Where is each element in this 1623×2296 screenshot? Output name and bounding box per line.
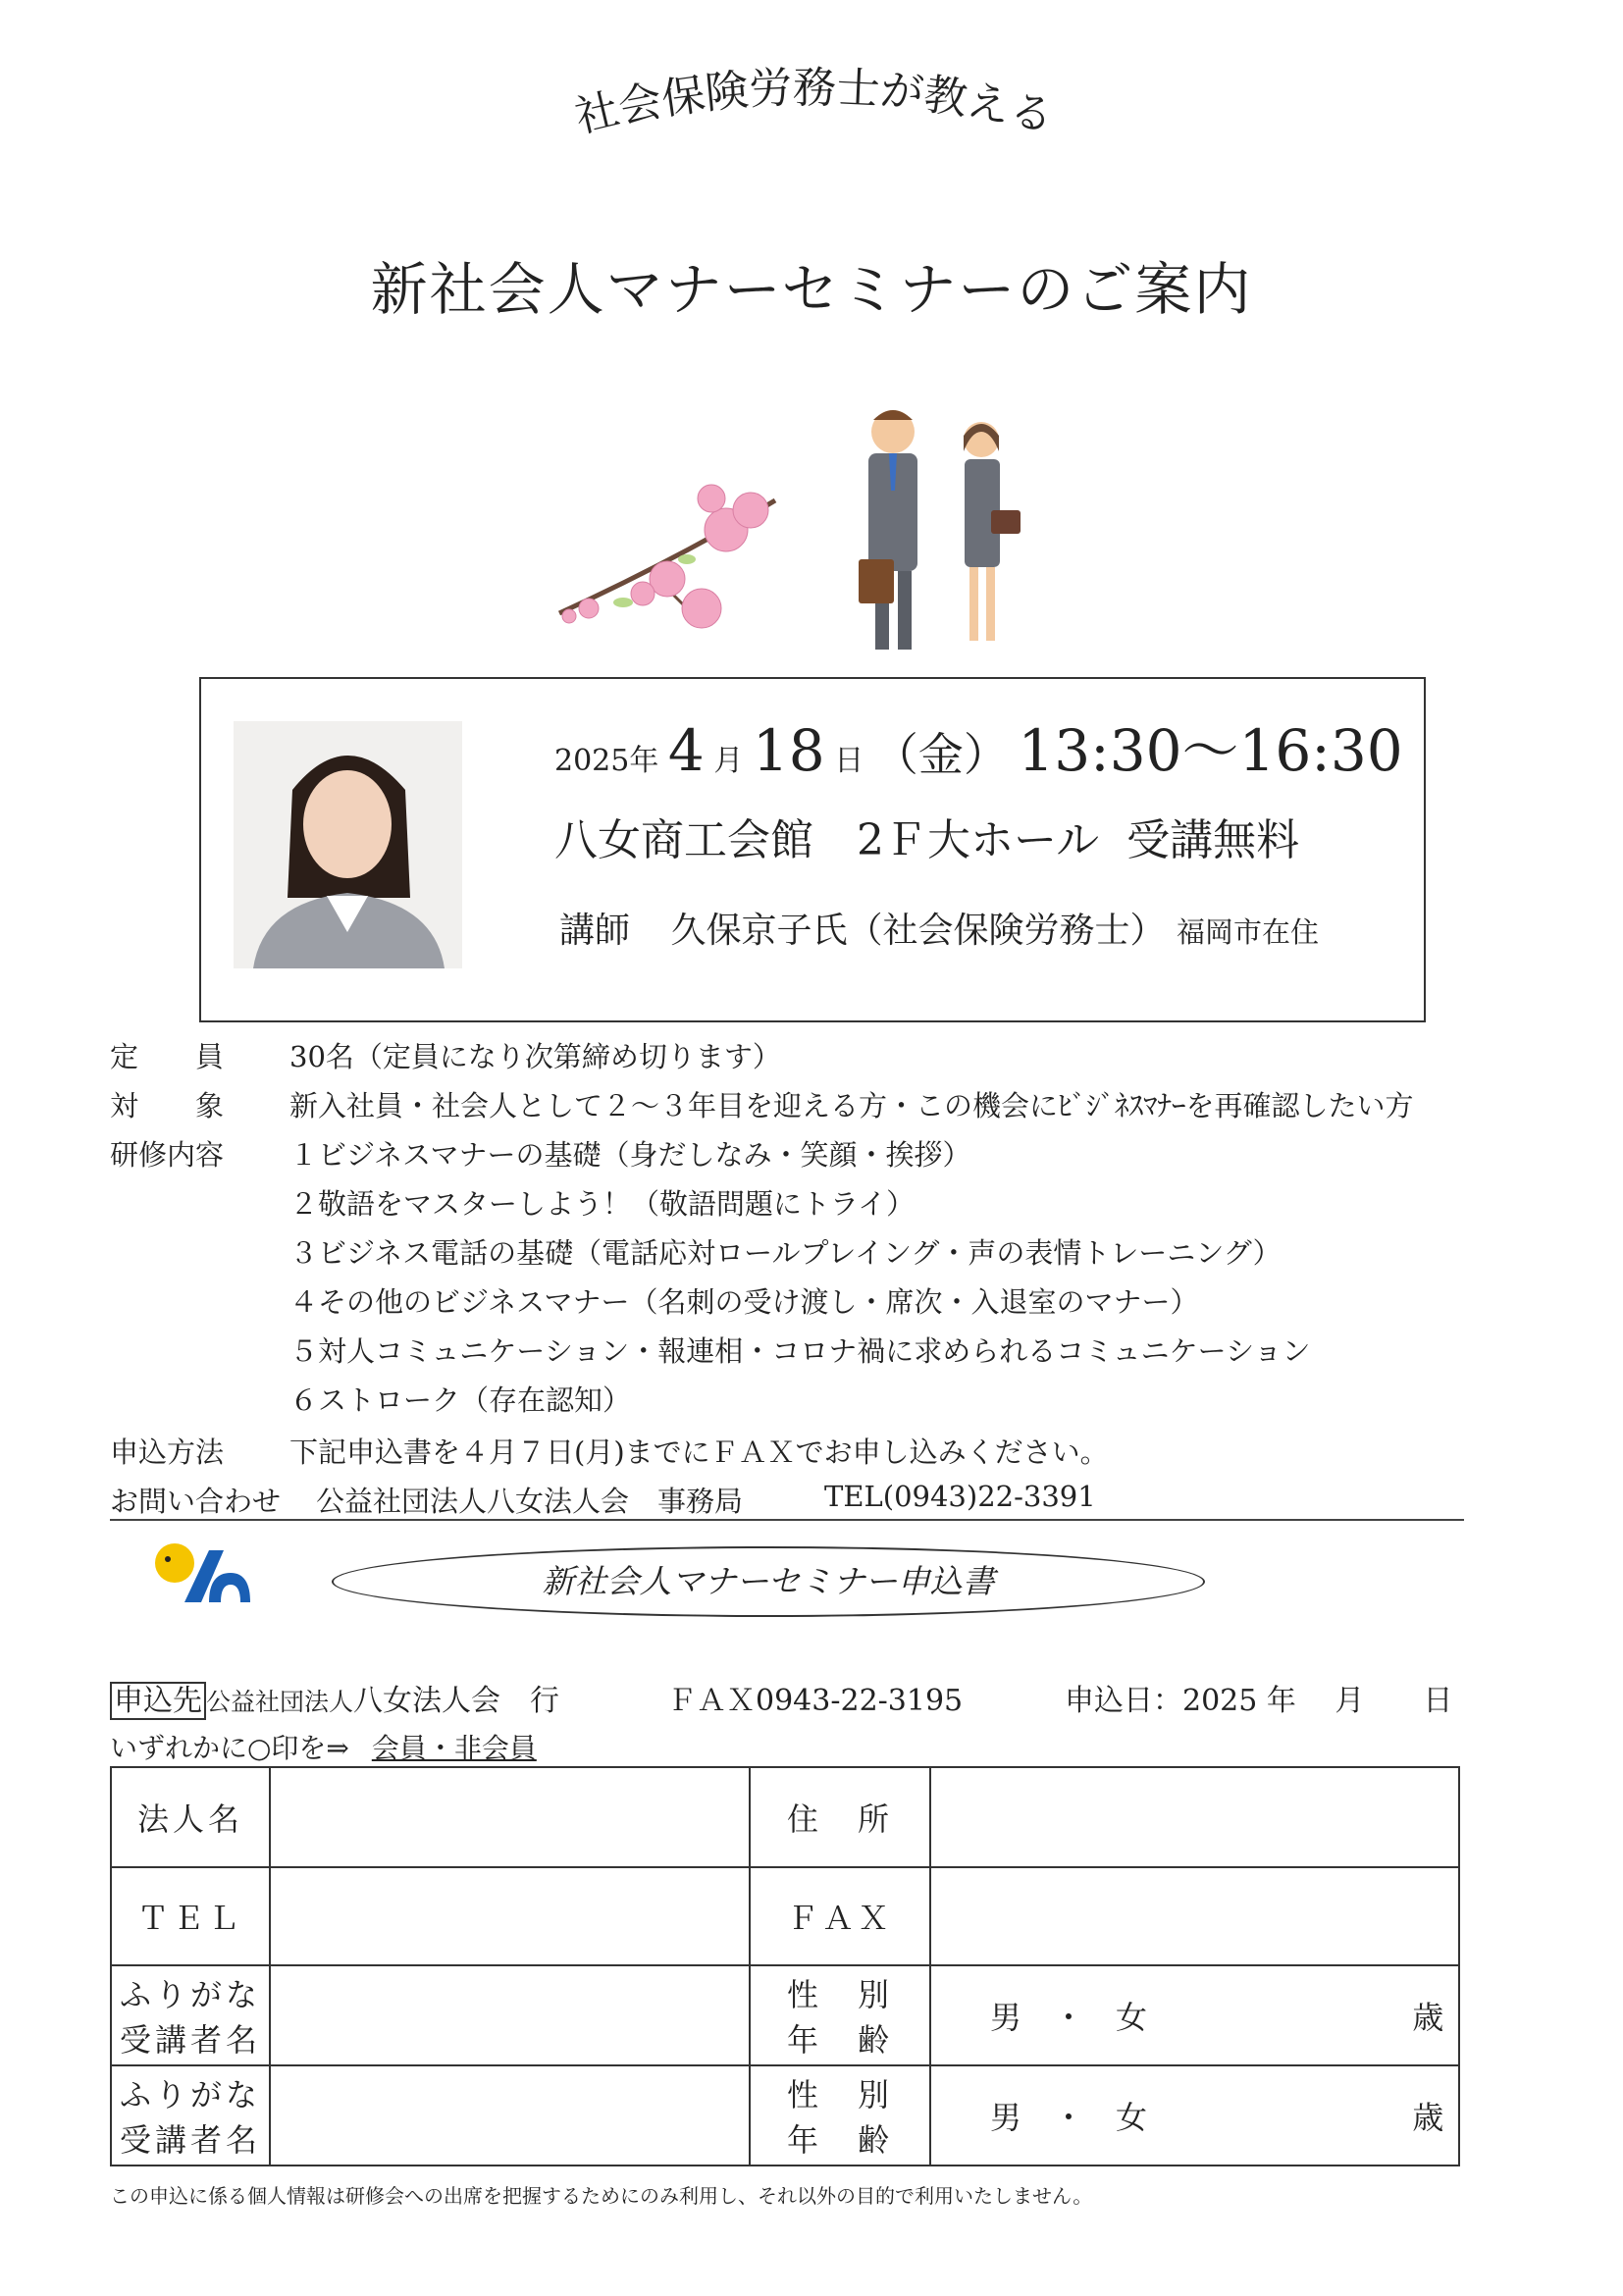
event-time: 13:30〜16:30 xyxy=(1018,717,1403,784)
method-value: 下記申込書を４月７日(月)までにＦＡＸでお申し込みください。 xyxy=(289,1435,1109,1469)
attendee-2-gender-age-label xyxy=(750,2065,930,2166)
apply-destination-org-prefix: 公益社団法人 xyxy=(206,1688,354,1716)
event-month: 4 xyxy=(667,717,705,784)
event-year-unit: 年 xyxy=(629,744,659,778)
tel-field[interactable] xyxy=(270,1867,750,1965)
capacity-value: 30名（定員になり次第締め切ります） xyxy=(289,1040,781,1073)
arc-title xyxy=(550,59,1079,147)
target-label: 対 象 xyxy=(110,1089,225,1122)
attendee-2-label xyxy=(111,2065,270,2166)
membership-prompt: いずれかに○印を⇒ xyxy=(110,1732,349,1764)
event-month-unit: 月 xyxy=(713,744,744,778)
arc-title-text: 社会保険労務士が教える xyxy=(570,63,1059,143)
corp-name-label: 法人名 xyxy=(111,1767,270,1867)
method-label: 申込方法 xyxy=(110,1435,225,1469)
apply-date: 申込日：2025 年 月 日 xyxy=(1065,1684,1453,1718)
target-value: 新入社員・社会人として２〜３年目を迎える方・この機会にﾋﾞｼﾞﾈｽﾏﾅｰを再確認したい方 xyxy=(289,1089,1414,1122)
contact-tel: TEL(0943)22-3391 xyxy=(824,1480,1096,1513)
attendee-1-gender-age-field[interactable] xyxy=(930,1965,1459,2065)
event-day-unit: 日 xyxy=(834,744,864,778)
age-label: 年 齢 xyxy=(786,2121,893,2159)
lecturer-label: 講師 xyxy=(559,911,631,951)
corp-name-field[interactable] xyxy=(270,1767,750,1867)
tel-label: ＴＥＬ xyxy=(111,1867,270,1965)
svg-text:社会保険労務士が教える xyxy=(570,63,1058,143)
fax-label: ＦＡＸ xyxy=(750,1867,930,1965)
content-item-2: ２敬語をマスターしよう！（敬語問題にトライ） xyxy=(289,1187,916,1221)
capacity-label: 定 員 xyxy=(110,1040,225,1073)
furigana-label: ふりがな xyxy=(119,2076,261,2113)
attendee-name-label: 受講者名 xyxy=(119,2021,261,2059)
furigana-label: ふりがな xyxy=(119,1976,261,2013)
seminar-illustration xyxy=(530,392,1040,667)
cherry-blossom-icon xyxy=(559,485,775,628)
lecturer-line xyxy=(559,903,1319,953)
gender-options[interactable]: 男 ・ 女 xyxy=(990,2099,1148,2136)
event-day: 18 xyxy=(752,717,825,784)
gender-label: 性 別 xyxy=(786,2076,893,2113)
gender-label: 性 別 xyxy=(786,1976,893,2013)
page-title: 新社会人マナーセミナーのご案内 xyxy=(370,256,1253,323)
event-year: 2025 xyxy=(554,744,630,778)
businesswoman-icon xyxy=(964,422,1021,641)
age-label: 年 齢 xyxy=(786,2021,893,2059)
event-date-time xyxy=(554,704,1403,787)
contact-value: 公益社団法人八女法人会 事務局 xyxy=(316,1485,744,1518)
lecturer-photo xyxy=(234,721,462,968)
fax-field[interactable] xyxy=(930,1867,1459,1965)
attendee-1-gender-age-label xyxy=(750,1965,930,2065)
event-weekday: （金） xyxy=(872,728,1009,781)
content-item-6: ６ストローク（存在認知） xyxy=(289,1383,632,1417)
attendee-2-name-field[interactable] xyxy=(270,2065,750,2166)
attendee-1-label xyxy=(111,1965,270,2065)
attendee-2-gender-age-field[interactable] xyxy=(930,2065,1459,2166)
form-title: 新社会人マナーセミナー申込書 xyxy=(332,1546,1205,1617)
content-item-4: ４その他のビジネスマナー（名刺の受け渡し・席次・入退室のマナー） xyxy=(289,1285,1199,1319)
address-label: 住 所 xyxy=(750,1767,930,1867)
event-venue: 八女商工会館 2Ｆ大ホール xyxy=(554,815,1100,865)
apply-destination xyxy=(110,1676,559,1719)
membership-choice xyxy=(110,1727,537,1766)
content-item-1: １ビジネスマナーの基礎（身だしなみ・笑顔・挨拶） xyxy=(289,1138,971,1172)
content-label: 研修内容 xyxy=(110,1138,225,1172)
age-unit: 歳 xyxy=(1412,2099,1444,2136)
application-form-table xyxy=(110,1766,1460,2166)
section-divider xyxy=(110,1519,1464,1521)
gender-options[interactable]: 男 ・ 女 xyxy=(990,1999,1148,2036)
association-logo-icon xyxy=(140,1536,253,1604)
event-fee: 受講無料 xyxy=(1126,815,1300,865)
content-item-5: ５対人コミュニケーション・報連相・コロナ禍に求められるコミュニケーション xyxy=(289,1334,1311,1368)
privacy-footnote: この申込に係る個人情報は研修会への出席を把握するためにのみ利用し、それ以外の目的で利用いたしません。 xyxy=(110,2184,1093,2208)
address-field[interactable] xyxy=(930,1767,1459,1867)
apply-destination-label: 申込先 xyxy=(110,1682,206,1720)
lecturer-residence: 福岡市在住 xyxy=(1176,915,1319,949)
apply-destination-org: 八女法人会 行 xyxy=(353,1684,560,1718)
businessman-icon xyxy=(859,410,917,650)
content-item-3: ３ビジネス電話の基礎（電話応対ロールプレイング・声の表情トレーニング） xyxy=(289,1236,1282,1270)
attendee-name-label: 受講者名 xyxy=(119,2121,261,2159)
apply-fax: ＦＡＸ0943-22-3195 xyxy=(667,1684,964,1718)
contact-label: お問い合わせ xyxy=(110,1485,282,1518)
membership-options[interactable]: 会員・非会員 xyxy=(371,1732,537,1764)
event-venue-line xyxy=(554,805,1299,867)
age-unit: 歳 xyxy=(1412,1999,1444,2036)
attendee-1-name-field[interactable] xyxy=(270,1965,750,2065)
lecturer-name: 久保京子氏（社会保険労務士） xyxy=(670,911,1166,951)
